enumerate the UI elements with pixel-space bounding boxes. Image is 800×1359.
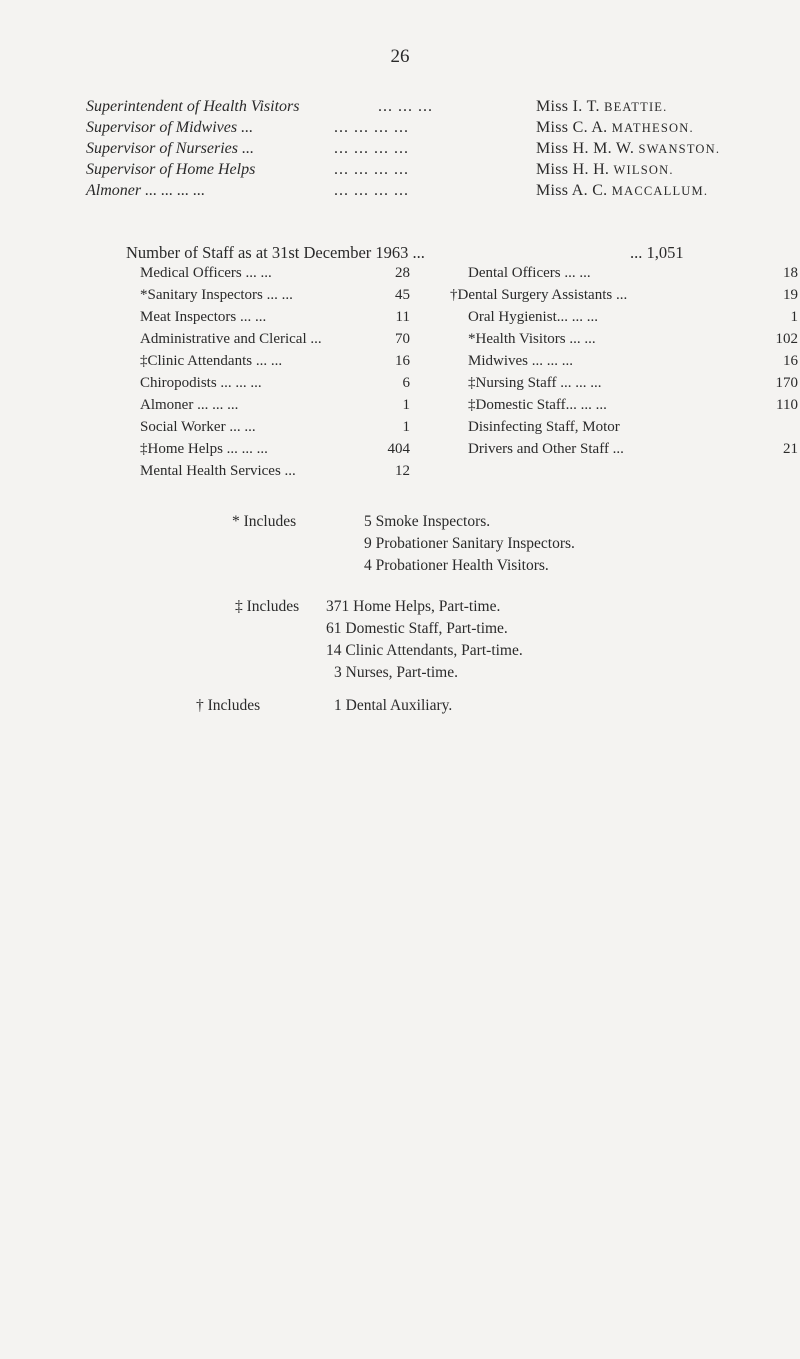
officer-leader-dots: ... ... ... bbox=[378, 98, 433, 115]
staff-label: Oral Hygienist... ... ... bbox=[468, 309, 598, 325]
staff-count: 45 bbox=[395, 287, 410, 303]
staff-label: Drivers and Other Staff ... bbox=[468, 441, 624, 457]
staff-total: ... 1,051 bbox=[630, 243, 684, 262]
staff-count: 6 bbox=[402, 375, 410, 391]
officer-name: Miss A. C. MACCALLUM. bbox=[536, 182, 709, 199]
staff-count: 21 bbox=[783, 441, 798, 457]
staff-label: Administrative and Clerical ... bbox=[140, 331, 322, 347]
staff-heading-text: Number of Staff as at 31st December 1963 ... bbox=[126, 243, 425, 262]
staff-count: 28 bbox=[395, 265, 410, 281]
officer-leader-dots: ... ... ... ... bbox=[334, 140, 409, 157]
footnote-text: 5 Smoke Inspectors. bbox=[364, 513, 491, 530]
staff-label: Mental Health Services ... bbox=[140, 463, 296, 479]
staff-label: ‡Home Helps ... ... ... bbox=[140, 441, 268, 457]
staff-count: 102 bbox=[775, 331, 798, 347]
staff-label: ‡Nursing Staff ... ... ... bbox=[468, 375, 602, 391]
staff-count: 16 bbox=[783, 353, 798, 369]
staff-count: 12 bbox=[395, 463, 410, 479]
staff-count: 70 bbox=[395, 331, 410, 347]
officer-leader-dots: ... ... ... ... bbox=[334, 161, 409, 178]
officer-name: Miss H. M. W. SWANSTON. bbox=[536, 140, 721, 157]
staff-label: Social Worker ... ... bbox=[140, 419, 256, 435]
staff-label: Medical Officers ... ... bbox=[140, 265, 272, 281]
staff-count: 110 bbox=[776, 397, 798, 413]
officer-title: Supervisor of Nurseries ... bbox=[86, 140, 254, 157]
staff-count: 19 bbox=[783, 287, 798, 303]
footnote-mark: ‡ Includes bbox=[235, 598, 300, 615]
footnote-text: 371 Home Helps, Part-time. bbox=[326, 598, 501, 615]
officer-title: Supervisor of Midwives ... bbox=[86, 119, 254, 136]
footnote-mark: † Includes bbox=[196, 697, 261, 714]
staff-count: 1 bbox=[402, 397, 410, 413]
staff-label: *Sanitary Inspectors ... ... bbox=[140, 287, 293, 303]
staff-count: 11 bbox=[395, 309, 410, 325]
staff-label: Midwives ... ... ... bbox=[468, 353, 573, 369]
officer-title: Superintendent of Health Visitors bbox=[86, 98, 300, 115]
staff-count: 18 bbox=[783, 265, 798, 281]
page-number: 26 bbox=[390, 46, 410, 67]
staff-count: 1 bbox=[402, 419, 410, 435]
officer-name: Miss C. A. MATHESON. bbox=[536, 119, 694, 136]
staff-label: Almoner ... ... ... bbox=[140, 397, 239, 413]
footnote-mark: * Includes bbox=[232, 513, 297, 530]
staff-label: *Health Visitors ... ... bbox=[468, 331, 596, 347]
staff-count: 16 bbox=[395, 353, 410, 369]
footnote-text: 1 Dental Auxiliary. bbox=[334, 697, 453, 714]
staff-label: ‡Domestic Staff... ... ... bbox=[468, 397, 607, 413]
staff-label: Disinfecting Staff, Motor bbox=[468, 419, 620, 435]
officer-name: Miss I. T. BEATTIE. bbox=[536, 98, 668, 115]
staff-label: Chiropodists ... ... ... bbox=[140, 375, 262, 391]
footnote-text: 9 Probationer Sanitary Inspectors. bbox=[364, 535, 575, 552]
officer-title: Almoner ... ... ... ... bbox=[86, 182, 206, 199]
officer-leader-dots: ... ... ... ... bbox=[334, 119, 409, 136]
staff-label: Meat Inspectors ... ... bbox=[140, 309, 267, 325]
staff-heading bbox=[126, 243, 684, 263]
staff-label: Dental Officers ... ... bbox=[468, 265, 591, 281]
staff-count: 1 bbox=[790, 309, 798, 325]
staff-count: 170 bbox=[775, 375, 798, 391]
officer-leader-dots: ... ... ... ... bbox=[334, 182, 409, 199]
staff-label: ‡Clinic Attendants ... ... bbox=[140, 353, 283, 369]
staff-count: 404 bbox=[387, 441, 410, 457]
footnote-text: 61 Domestic Staff, Part-time. bbox=[326, 620, 508, 637]
footnote-text: 14 Clinic Attendants, Part-time. bbox=[326, 642, 523, 659]
officer-name: Miss H. H. WILSON. bbox=[536, 161, 674, 178]
staff-label: †Dental Surgery Assistants ... bbox=[450, 287, 628, 303]
footnote-text: 4 Probationer Health Visitors. bbox=[364, 557, 549, 574]
officer-title: Supervisor of Home Helps bbox=[86, 161, 256, 178]
footnote-text: 3 Nurses, Part-time. bbox=[334, 664, 458, 681]
